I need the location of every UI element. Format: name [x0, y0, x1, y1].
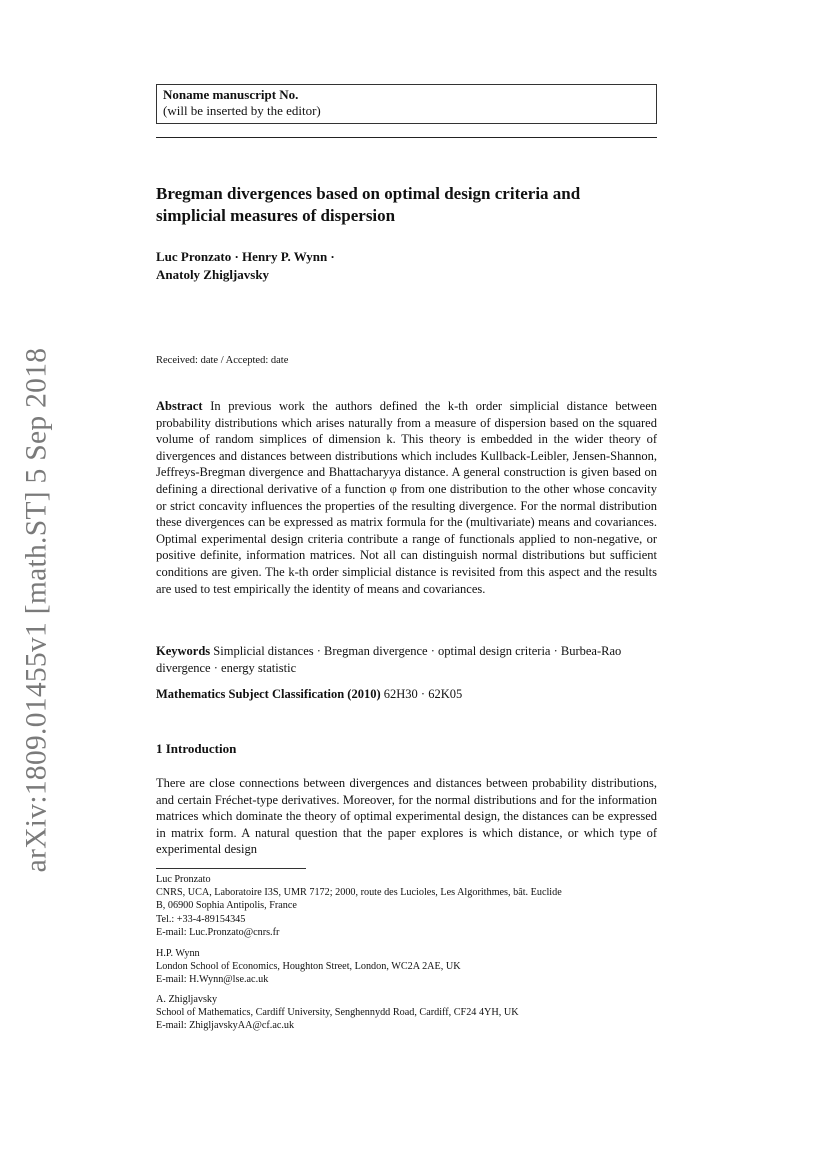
introduction-paragraph: There are close connections between divergences and distances between probability distributions, and certain Fréchet-type derivatives. Moreover, for the normal distributions and for the information matrices which dominate the theory of optimal experimental design, the distances can be expressed in matrix form. A natural question that the paper explores is which distance, or which type of experimental design — [156, 776, 657, 857]
title-line-2: simplicial measures of dispersion — [156, 206, 396, 225]
section-heading-introduction: 1 Introduction — [156, 741, 237, 756]
authors-line-2: Anatoly Zhigljavsky — [156, 267, 270, 282]
paper-title — [156, 183, 657, 227]
title-line-1: Bregman divergences based on optimal design criteria and — [156, 184, 581, 203]
affiliation-email: E-mail: ZhigljavskyAA@cf.ac.uk — [156, 1020, 295, 1032]
affiliation-email: E-mail: Luc.Pronzato@cnrs.fr — [156, 926, 280, 938]
manuscript-number-label: Noname manuscript No. — [163, 87, 299, 102]
affiliation-zhigljavsky — [156, 993, 657, 1033]
footnote-rule — [156, 868, 306, 869]
author-list — [156, 248, 657, 284]
msc-codes: 62H30 · 62K05 — [383, 687, 463, 701]
affiliation-address: B, 06900 Sophia Antipolis, France — [156, 900, 297, 912]
affiliation-name: A. Zhigljavsky — [156, 994, 218, 1005]
keywords — [156, 643, 657, 676]
affiliation-name: Luc Pronzato — [156, 874, 211, 885]
header-rule — [156, 137, 657, 138]
msc-heading: Mathematics Subject Classification (2010) — [156, 687, 381, 701]
affiliation-email: E-mail: H.Wynn@lse.ac.uk — [156, 974, 269, 986]
affiliation-address: School of Mathematics, Cardiff University, Senghennydd Road, Cardiff, CF24 4YH, UK — [156, 1007, 519, 1019]
affiliation-address: CNRS, UCA, Laboratoire I3S, UMR 7172; 2000, route des Lucioles, Les Algorithmes, bât. Euclide — [156, 887, 562, 899]
authors-line-1: Luc Pronzato · Henry P. Wynn · — [156, 249, 335, 264]
affiliation-name: H.P. Wynn — [156, 948, 200, 959]
affiliation-wynn — [156, 947, 657, 987]
keywords-text: Simplicial distances · Bregman divergence · optimal design criteria · Burbea-Rao divergence · energy statistic — [156, 644, 622, 675]
manuscript-box — [156, 84, 657, 124]
manuscript-editor-note: (will be inserted by the editor) — [163, 103, 321, 118]
affiliation-phone: Tel.: +33-4-89154345 — [156, 913, 246, 925]
affiliation-pronzato — [156, 873, 657, 939]
abstract-heading: Abstract — [156, 399, 203, 413]
abstract — [156, 398, 657, 597]
arxiv-sidebar-stamp — [14, 347, 60, 873]
msc-classification — [156, 686, 657, 703]
received-date: Received: date / Accepted: date — [156, 355, 289, 366]
affiliation-address: London School of Economics, Houghton Street, London, WC2A 2AE, UK — [156, 961, 461, 973]
abstract-text: In previous work the authors defined the k-th order simplicial distance between probability distributions which arises naturally from a measure of dispersion based on the squared volume of random simplices of dimension k. This theory is embedded in the wider theory of divergences and distances between distributions which includes Kullback-Leibler, Jensen-Shannon, Jeffreys-Bregman divergence and Bhattacharyya distance. A general construction is given based on defining a directional derivative of a function φ from one distribution to the other whose concavity or strict concavity influences the properties of the resulting divergence. For the normal distribution these divergences can be expressed as matrix formula for the (multivariate) means and covariances. Optimal experimental design criteria contribute a range of functionals applied to non-negative, or positive definite, information matrices. Not all can distinguish normal distributions but sufficient conditions are given. The k-th order simplicial distance is revisited from this aspect and the results are used to test empirically the identity of means and covariances. — [156, 399, 658, 596]
arxiv-id: arXiv:1809.01455v1 [math.ST] 5 Sep 2018 — [20, 347, 53, 873]
keywords-heading: Keywords — [156, 644, 211, 658]
